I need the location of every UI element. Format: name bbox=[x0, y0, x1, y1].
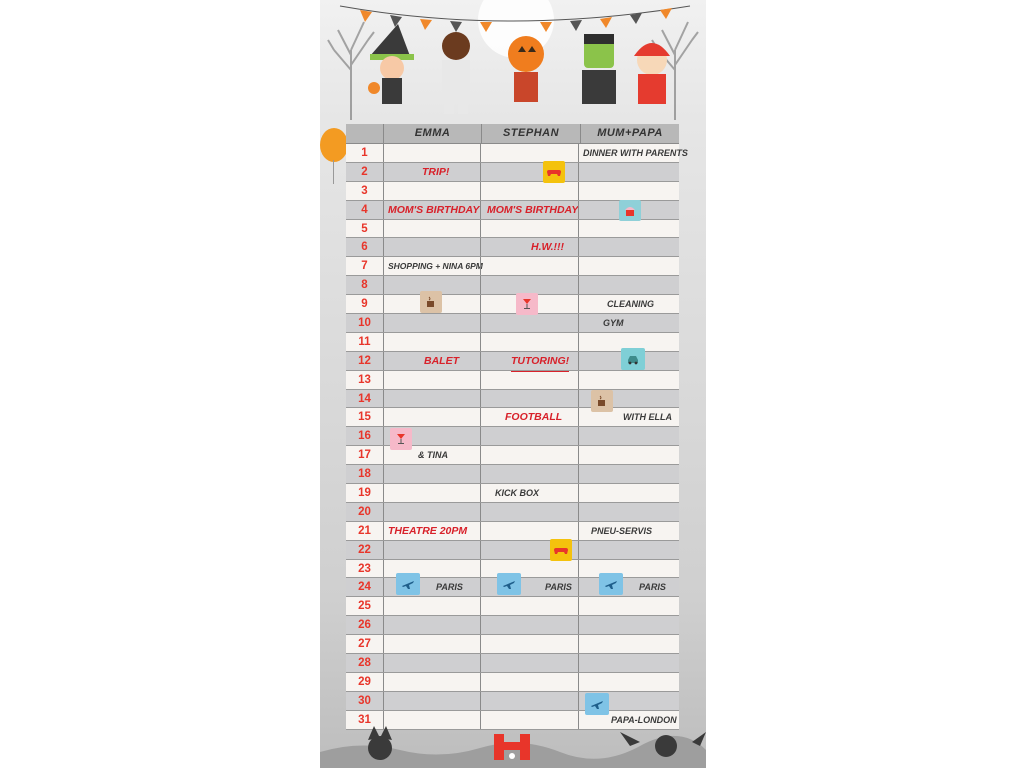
gamepad-icon bbox=[543, 161, 565, 183]
day-number: 7 bbox=[361, 260, 368, 273]
event-text: PNEU-SERVIS bbox=[591, 525, 653, 536]
event-text: CLEANING bbox=[607, 299, 654, 310]
day-number: 24 bbox=[358, 581, 371, 594]
event-text: GYM bbox=[603, 318, 624, 329]
plane-icon bbox=[497, 573, 521, 595]
day-number: 4 bbox=[361, 203, 368, 216]
header-mum-papa: MUM+PAPA bbox=[580, 124, 679, 143]
drink-icon bbox=[516, 293, 538, 315]
day-number: 28 bbox=[358, 657, 371, 670]
day-number: 11 bbox=[358, 335, 371, 348]
event-text: PARIS bbox=[639, 582, 666, 593]
day-number: 18 bbox=[358, 468, 371, 481]
day-number: 5 bbox=[361, 222, 368, 235]
day-number: 19 bbox=[358, 487, 371, 500]
day-number: 3 bbox=[361, 184, 368, 197]
day-row-22[interactable] bbox=[346, 541, 679, 560]
event-text: PARIS bbox=[436, 582, 463, 593]
day-row-9[interactable] bbox=[346, 295, 679, 314]
event-text: PAPA-LONDON bbox=[611, 714, 677, 725]
event-text: KICK BOX bbox=[495, 488, 540, 499]
day-row-29[interactable] bbox=[346, 673, 679, 692]
day-number: 25 bbox=[358, 600, 371, 613]
day-number: 9 bbox=[361, 298, 368, 311]
car-icon bbox=[621, 348, 645, 370]
day-number: 23 bbox=[358, 562, 371, 575]
day-row-14[interactable] bbox=[346, 390, 679, 409]
plane-icon bbox=[396, 573, 420, 595]
day-number: 31 bbox=[358, 713, 371, 726]
day-number: 8 bbox=[361, 279, 368, 292]
day-row-18[interactable] bbox=[346, 465, 679, 484]
day-number: 1 bbox=[361, 147, 368, 159]
gamepad-icon bbox=[550, 539, 572, 561]
day-row-27[interactable] bbox=[346, 635, 679, 654]
day-row-6[interactable] bbox=[346, 238, 679, 257]
event-text: MOM'S BIRTHDAY bbox=[487, 203, 579, 216]
day-row-17[interactable] bbox=[346, 446, 679, 465]
plane-icon bbox=[599, 573, 623, 595]
day-number: 17 bbox=[358, 449, 371, 462]
event-text: TUTORING! bbox=[511, 352, 569, 372]
day-row-8[interactable] bbox=[346, 276, 679, 295]
day-number: 6 bbox=[361, 241, 368, 254]
event-text: PARIS bbox=[545, 582, 572, 593]
day-number: 12 bbox=[358, 354, 371, 367]
day-number: 21 bbox=[358, 524, 371, 537]
day-row-4[interactable] bbox=[346, 201, 679, 220]
event-text: THEATRE 20PM bbox=[388, 524, 468, 537]
day-number: 30 bbox=[358, 694, 371, 707]
day-number: 22 bbox=[358, 543, 371, 556]
day-row-3[interactable] bbox=[346, 182, 679, 201]
event-text: MOM'S BIRTHDAY bbox=[388, 203, 480, 216]
header-stephan: STEPHAN bbox=[481, 124, 580, 143]
calendar-table bbox=[346, 124, 688, 730]
day-row-30[interactable] bbox=[346, 692, 679, 711]
day-number: 16 bbox=[358, 430, 371, 443]
event-text: TRIP! bbox=[422, 165, 450, 178]
day-number: 2 bbox=[361, 165, 368, 178]
event-text: SHOPPING + NINA 6PM bbox=[388, 261, 483, 272]
day-row-13[interactable] bbox=[346, 371, 679, 390]
day-row-28[interactable] bbox=[346, 654, 679, 673]
balloon-decoration bbox=[320, 128, 348, 162]
day-row-25[interactable] bbox=[346, 597, 679, 616]
day-row-15[interactable] bbox=[346, 408, 679, 427]
coffee-icon bbox=[420, 291, 442, 313]
day-row-16[interactable] bbox=[346, 427, 679, 446]
day-row-2[interactable] bbox=[346, 163, 679, 182]
day-row-10[interactable] bbox=[346, 314, 679, 333]
costumed-kids-illustration bbox=[360, 16, 680, 124]
calendar-screen bbox=[320, 0, 706, 768]
event-text: DINNER WITH PARENTS bbox=[583, 148, 688, 158]
day-row-1[interactable] bbox=[346, 144, 688, 163]
day-row-24[interactable] bbox=[346, 578, 679, 597]
day-row-26[interactable] bbox=[346, 616, 679, 635]
day-number: 13 bbox=[358, 373, 371, 386]
day-row-12[interactable] bbox=[346, 352, 679, 371]
app-logo-icon bbox=[492, 732, 532, 760]
event-text: BALET bbox=[424, 354, 459, 367]
event-text: WITH ELLA bbox=[623, 412, 672, 423]
event-text: H.W.!!! bbox=[531, 241, 565, 254]
day-row-5[interactable] bbox=[346, 220, 679, 239]
day-number: 26 bbox=[358, 619, 371, 632]
day-number: 15 bbox=[358, 411, 371, 424]
event-text: & TINA bbox=[418, 450, 448, 461]
day-row-7[interactable] bbox=[346, 257, 679, 276]
day-number: 29 bbox=[358, 675, 371, 688]
day-row-20[interactable] bbox=[346, 503, 679, 522]
day-number: 20 bbox=[358, 505, 371, 518]
day-number: 27 bbox=[358, 638, 371, 651]
day-row-21[interactable] bbox=[346, 522, 679, 541]
event-text: FOOTBALL bbox=[505, 411, 563, 424]
header-emma: EMMA bbox=[383, 124, 481, 143]
day-number: 10 bbox=[358, 317, 371, 330]
calendar-header-row bbox=[346, 124, 679, 144]
day-number: 14 bbox=[358, 392, 371, 405]
day-row-19[interactable] bbox=[346, 484, 679, 503]
cupcake-icon bbox=[619, 200, 641, 221]
